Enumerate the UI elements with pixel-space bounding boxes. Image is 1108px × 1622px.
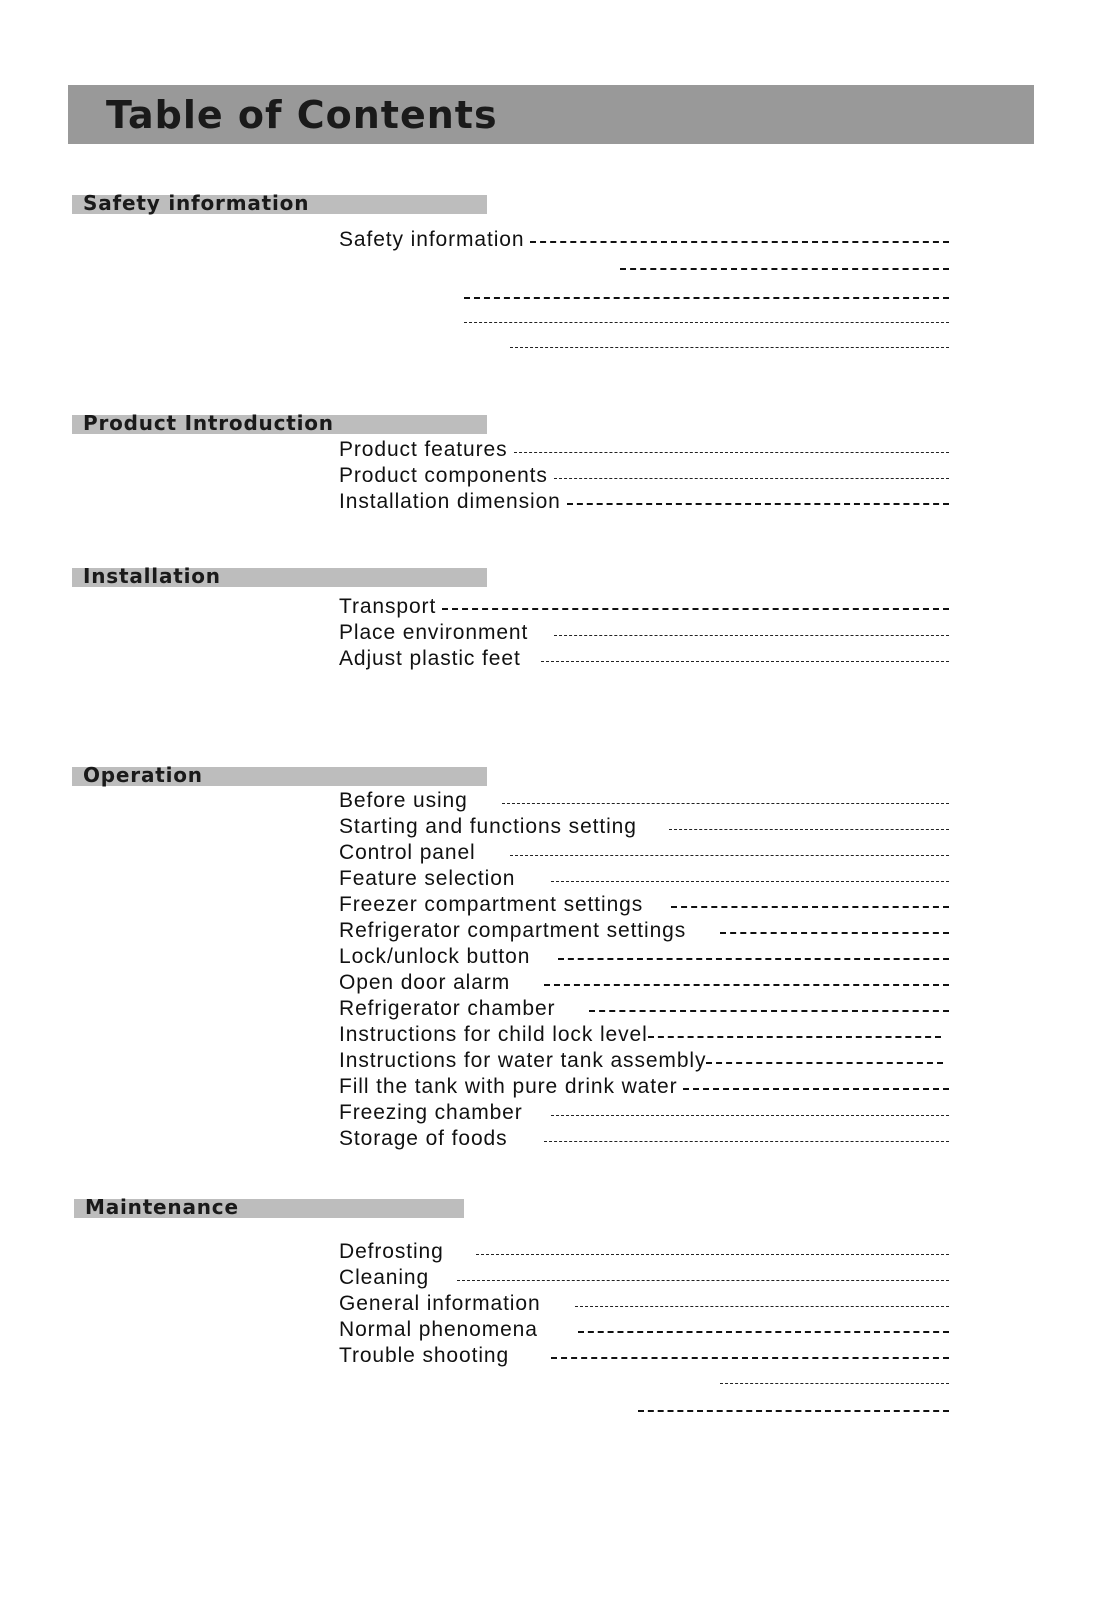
dot-leader [720, 1383, 949, 1384]
dot-leader [558, 958, 949, 960]
dot-leader [442, 608, 949, 610]
entry-label: Place environment [339, 621, 529, 644]
entry-label: Product features [339, 438, 508, 461]
section-label: Operation [83, 763, 203, 787]
dot-leader [544, 1141, 949, 1142]
entry-label: Starting and functions setting [339, 815, 637, 838]
toc-entry[interactable] [339, 1048, 943, 1074]
toc-entry[interactable] [339, 1126, 949, 1152]
toc-entry[interactable] [339, 866, 949, 892]
toc-entry[interactable] [339, 1317, 949, 1343]
entry-label: Refrigerator chamber [339, 997, 556, 1020]
toc-entry[interactable] [339, 1074, 949, 1100]
dot-leader [551, 1357, 949, 1359]
toc-entry[interactable] [339, 970, 949, 996]
toc-entry[interactable] [339, 463, 949, 489]
entry-label: Lock/unlock button [339, 945, 531, 968]
toc-entry[interactable] [339, 1343, 949, 1369]
toc-entry[interactable] [339, 594, 949, 620]
dot-leader [530, 241, 949, 243]
toc-entry[interactable] [339, 646, 949, 672]
dot-leader [575, 1306, 949, 1307]
toc-entry[interactable] [339, 620, 949, 646]
dot-leader [476, 1254, 949, 1255]
section-header-maintenance [74, 1195, 464, 1219]
dot-leader [502, 803, 949, 804]
dot-leader [554, 478, 949, 479]
dot-leader [720, 932, 949, 934]
dot-leader [578, 1331, 949, 1333]
entry-label: General information [339, 1292, 541, 1315]
entry-label: Control panel [339, 841, 476, 864]
dot-leader [669, 829, 949, 830]
entry-label: Refrigerator compartment settings [339, 919, 687, 942]
toc-entry[interactable] [339, 227, 949, 253]
entry-label: Product components [339, 464, 548, 487]
dot-leader [620, 268, 949, 270]
dot-leader [464, 297, 949, 299]
entry-label: Freezer compartment settings [339, 893, 644, 916]
entry-label: Cleaning [339, 1266, 430, 1289]
dot-leader [514, 452, 950, 453]
entry-label: Before using [339, 789, 468, 812]
toc-entry[interactable] [339, 1291, 949, 1317]
entry-label: Defrosting [339, 1240, 444, 1263]
section-header-operation [72, 763, 487, 787]
section-header-installation [72, 564, 487, 588]
section-header-product-introduction [72, 411, 487, 435]
toc-entry[interactable] [339, 892, 949, 918]
toc-entry[interactable] [339, 840, 949, 866]
section-header-safety [72, 191, 487, 215]
dot-leader [544, 984, 949, 986]
section-label: Safety information [83, 191, 310, 215]
entry-label: Installation dimension [339, 490, 561, 513]
toc-entry[interactable] [339, 489, 949, 515]
entry-label: Feature selection [339, 867, 516, 890]
dot-leader [510, 855, 949, 856]
entry-label: Trouble shooting [339, 1344, 510, 1367]
dot-leader [648, 1036, 941, 1038]
entry-label: Transport [339, 595, 437, 618]
page-title: Table of Contents [106, 93, 498, 137]
entry-label: Normal phenomena [339, 1318, 538, 1341]
entry-label: Open door alarm [339, 971, 511, 994]
section-label: Product Introduction [83, 411, 334, 435]
entry-label: Instructions for child lock level [339, 1023, 648, 1046]
entry-label: Freezing chamber [339, 1101, 523, 1124]
dot-leader [567, 503, 949, 505]
dot-leader [551, 881, 949, 882]
dot-leader [510, 347, 949, 348]
dot-leader [551, 1115, 949, 1116]
dot-leader [706, 1062, 943, 1064]
section-label: Maintenance [85, 1195, 239, 1219]
toc-entry[interactable] [339, 1022, 941, 1048]
dot-leader [589, 1010, 949, 1012]
entry-label: Adjust plastic feet [339, 647, 521, 670]
section-label: Installation [83, 564, 221, 588]
entry-label: Storage of foods [339, 1127, 508, 1150]
toc-entry[interactable] [339, 996, 949, 1022]
dot-leader [554, 635, 949, 636]
dot-leader [457, 1280, 949, 1281]
toc-entry[interactable] [339, 1265, 949, 1291]
toc-entry[interactable] [339, 918, 949, 944]
toc-entry[interactable] [339, 1239, 949, 1265]
entry-label: Fill the tank with pure drink water [339, 1075, 678, 1098]
title-bar [68, 85, 1034, 144]
toc-entry[interactable] [339, 814, 949, 840]
dot-leader [638, 1410, 949, 1412]
toc-entry[interactable] [339, 437, 949, 463]
dot-leader [541, 661, 949, 662]
dot-leader [464, 322, 949, 323]
toc-entry[interactable] [339, 944, 949, 970]
entry-label: Safety information [339, 228, 525, 251]
entry-label: Instructions for water tank assembly [339, 1049, 707, 1072]
toc-entry[interactable] [339, 788, 949, 814]
dot-leader [671, 906, 949, 908]
dot-leader [683, 1088, 949, 1090]
toc-entry[interactable] [339, 1100, 949, 1126]
